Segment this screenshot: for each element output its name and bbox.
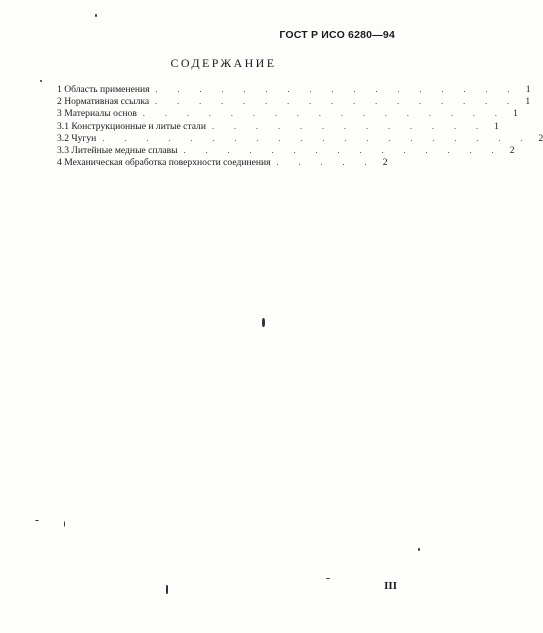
toc-entry-page: 2 bbox=[382, 157, 388, 169]
toc-entry-page: 1 bbox=[494, 120, 499, 132]
toc-entry-label: 3.3 Литейные медные сплавы bbox=[57, 144, 178, 156]
toc-entry-page: 1 bbox=[525, 96, 531, 108]
scan-speck bbox=[40, 80, 42, 82]
scan-speck bbox=[262, 318, 265, 327]
page-number: III bbox=[384, 580, 397, 592]
toc-entry-1[interactable] bbox=[57, 84, 531, 96]
scan-speck bbox=[95, 14, 97, 17]
toc-entry-3[interactable] bbox=[57, 108, 518, 120]
scan-speck bbox=[418, 548, 420, 551]
toc-leader-dots: . . . . . . . . . . . . . . . . . bbox=[155, 97, 519, 107]
toc-entry-label: 3.2 Чугун bbox=[57, 132, 97, 144]
table-of-contents bbox=[57, 84, 543, 169]
toc-entry-page: 2 bbox=[509, 144, 515, 156]
scan-speck bbox=[35, 520, 39, 521]
toc-leader-dots: . . . . . . . . . . . . . . . . . bbox=[142, 109, 506, 119]
toc-entry-3-2[interactable] bbox=[57, 132, 543, 145]
toc-entry-label: 1 Область применения bbox=[57, 84, 150, 95]
toc-entry-3-3[interactable] bbox=[57, 144, 515, 157]
toc-entry-label: 3.1 Конструкционные и литые стали bbox=[57, 120, 206, 132]
toc-entry-4[interactable] bbox=[57, 157, 388, 169]
toc-leader-dots: . . . . . . . . . . . . . bbox=[211, 121, 487, 131]
toc-leader-dots: . . . . . . . . . . . . . . . . . bbox=[155, 85, 519, 94]
scan-speck bbox=[326, 578, 330, 579]
toc-entry-page: 1 bbox=[525, 84, 531, 95]
toc-entry-label: 3 Материалы основ bbox=[57, 108, 137, 120]
toc-entry-3-1[interactable] bbox=[57, 120, 499, 133]
toc-entry-page: 2 bbox=[538, 132, 543, 144]
toc-title: СОДЕРЖАНИЕ bbox=[170, 56, 277, 70]
toc-leader-dots: . . . . . . . . . . . . . . . . . . . . bbox=[102, 133, 532, 143]
toc-entry-2[interactable] bbox=[57, 96, 531, 108]
toc-leader-dots: . . . . . bbox=[276, 158, 376, 168]
toc-entry-label: 2 Нормативная ссылка bbox=[57, 96, 150, 108]
document-code-header: ГОСТ Р ИСО 6280—94 bbox=[279, 29, 395, 41]
scan-speck bbox=[64, 521, 65, 527]
toc-leader-dots: . . . . . . . . . . . . . . . bbox=[183, 145, 503, 155]
scan-speck bbox=[166, 585, 168, 594]
toc-entry-page: 1 bbox=[513, 108, 518, 120]
toc-entry-label: 4 Механическая обработка поверхности соединения bbox=[57, 157, 271, 169]
